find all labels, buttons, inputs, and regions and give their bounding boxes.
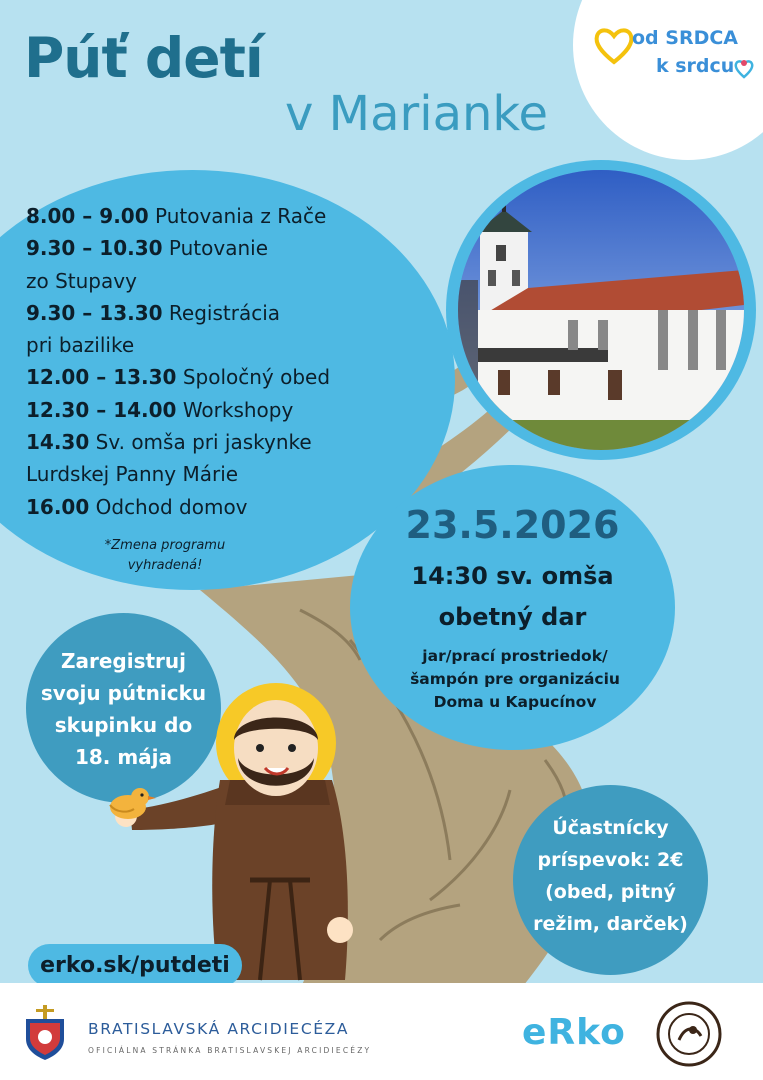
schedule-note: *Zmena programu vyhradená! bbox=[104, 538, 226, 573]
schedule-item: zo Stupavy bbox=[26, 268, 137, 293]
schedule-item: 9.30 – 10.30 Putovanie bbox=[26, 236, 268, 261]
schedule-list bbox=[26, 200, 330, 523]
website-link[interactable]: erko.sk/putdeti bbox=[28, 944, 242, 987]
schedule-item: 12.00 – 13.30 Spoločný obed bbox=[26, 365, 331, 390]
church-photo bbox=[458, 170, 744, 450]
logo-text-line1: od SRDCA bbox=[632, 27, 739, 49]
registration-text: Zaregistruj svoju pútnicku skupinku do 18. mája bbox=[40, 649, 207, 769]
small-heart-icon bbox=[733, 58, 755, 80]
heart-icon bbox=[592, 24, 636, 68]
saint-francis-illustration bbox=[100, 680, 370, 985]
erko-logo: eRko bbox=[522, 1012, 626, 1053]
event-date: 23.5.2026 bbox=[405, 503, 620, 547]
schedule-item: 12.30 – 14.00 Workshopy bbox=[26, 397, 294, 422]
schedule-item: 14.30 Sv. omša pri jaskynke bbox=[26, 430, 312, 455]
logo-text-line2: k srdcu bbox=[656, 55, 735, 77]
archdiocese-subtitle: OFICIÁLNA STRÁNKA BRATISLAVSKEJ ARCIDIECÉZY bbox=[88, 1046, 372, 1055]
schedule-item: pri bazilike bbox=[26, 333, 135, 358]
fee-text: Účastnícky príspevok: 2€ (obed, pitný režim, darček) bbox=[533, 817, 688, 935]
schedule-item: 16.00 Odchod domov bbox=[26, 494, 248, 519]
bird-icon bbox=[104, 783, 156, 823]
archdiocese-name: BRATISLAVSKÁ ARCIDIECÉZA bbox=[88, 1020, 350, 1038]
mass-time: 14:30 sv. omša bbox=[411, 562, 614, 590]
franciscan-badge-icon bbox=[655, 1000, 723, 1068]
schedule-item: 9.30 – 13.30 Registrácia bbox=[26, 300, 281, 325]
archdiocese-crest-icon bbox=[22, 1005, 68, 1061]
page-subtitle: v Marianke bbox=[285, 86, 549, 142]
schedule-item: 8.00 – 9.00 Putovania z Rače bbox=[26, 204, 327, 228]
schedule-item: Lurdskej Panny Márie bbox=[26, 462, 239, 487]
gift-title: obetný dar bbox=[438, 603, 587, 631]
page-title: Púť detí bbox=[24, 26, 263, 90]
gift-detail: jar/prací prostriedok/ šampón pre organizáciu Doma u Kapucínov bbox=[410, 647, 620, 711]
